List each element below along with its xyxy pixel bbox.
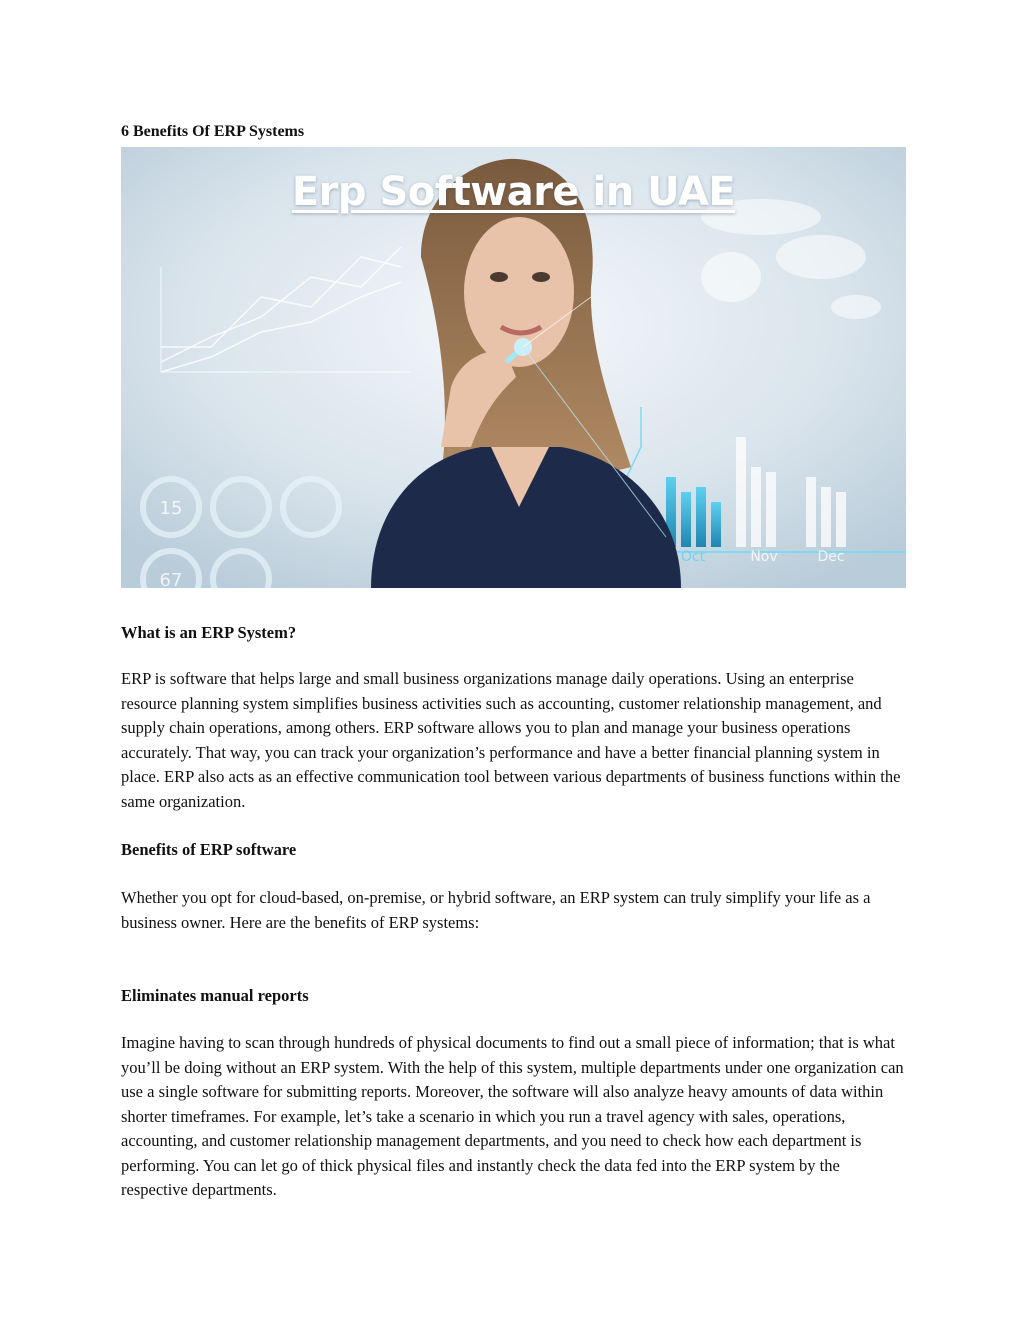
section-paragraph-eliminates-reports: Imagine having to scan through hundreds of physical documents to find out a small piece of information; that is what you’ll be doing without an ERP system. With the help of this system, multiple departments under one organization can use a single software for submitting reports. Moreover, the software will also analyze heavy amounts of data within shorter timeframes. For example, let’s take a scenario in which you run a travel agency with sales, operations, accounting, and customer relationship management departments, and you need to check how each department is performing. You can let go of thick physical files and instantly check the data fed into the ERP system by the respective departments. (121, 1033, 904, 1199)
section-heading-what-is-erp: What is an ERP System? (121, 623, 297, 642)
chart-month-oct: Oct (680, 549, 706, 565)
gauge-label-2: 67 (159, 570, 183, 588)
section-heading-benefits: Benefits of ERP software (121, 840, 297, 859)
section-paragraph-what-is-erp: ERP is software that helps large and small business organizations manage daily operations. Using an enterprise resource planning system simplifies business activities such as accounting, customer relationship management, and supply chain operations, among others. ERP software allows you to plan and manage your business operations accurately. That way, you can track your organization’s performance and have a better financial planning system in place. ERP also acts as an effective communication tool between various departments of business functions within the same organization. (121, 669, 901, 811)
document-title: 6 Benefits Of ERP Systems (121, 123, 305, 140)
section-heading-eliminates-reports: Eliminates manual reports (121, 986, 309, 1005)
hero-image (121, 147, 906, 588)
hero-banner-text: Erp Software in UAE (291, 169, 736, 215)
chart-month-nov: Nov (750, 549, 778, 565)
gauge-label-1: 15 (159, 498, 183, 519)
chart-month-dec: Dec (817, 549, 845, 565)
section-paragraph-benefits: Whether you opt for cloud-based, on-premise, or hybrid software, an ERP system can truly simplify your life as a business owner. Here are the benefits of ERP systems: (121, 888, 871, 932)
